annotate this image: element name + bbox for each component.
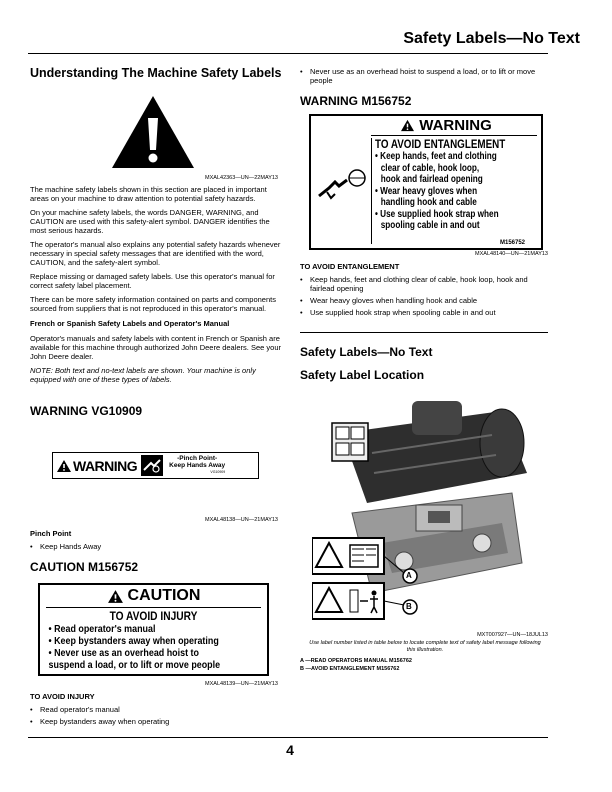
label-subheading: TO AVOID ENTANGLEMENT [375, 137, 506, 151]
section-heading: WARNING M156752 [300, 94, 412, 108]
section-heading: Understanding The Machine Safety Labels [30, 66, 282, 80]
section-heading: CAUTION M156752 [30, 560, 139, 574]
entanglement-icon [317, 168, 371, 204]
sub-heading: French or Spanish Safety Labels and Operator's Manual [30, 319, 230, 328]
label-line: -Pinch Point- [177, 455, 218, 462]
caution-m156752-label [38, 583, 269, 676]
label-line: • Use supplied hook strap when [375, 208, 499, 220]
figure-caption: MXAL48140—UN—21MAY13 [475, 251, 548, 257]
list-item: • Wear heavy gloves when handling hook and cable [300, 296, 550, 305]
label-line: clear of cable, hook loop, [380, 162, 480, 174]
note: NOTE: Both text and no-text labels are shown. Your machine is only equipped with one of these types of labels. [30, 366, 256, 384]
safety-alert-icon [56, 459, 72, 473]
label-word: WARNING [73, 457, 138, 474]
figure-note: Use label number listed in table below to locate complete text of safety label message following this illustration. [309, 640, 541, 653]
list-item: • Keep hands, feet and clothing clear of cable, hook loop, hook and fairlead opening [300, 275, 550, 293]
bullet-list [300, 67, 552, 88]
footer-rule [28, 737, 548, 738]
section-heading: WARNING VG10909 [30, 404, 143, 418]
figure-legend [300, 658, 412, 673]
page-number: 4 [286, 742, 294, 758]
label-line: spooling cable in and out [380, 220, 480, 231]
label-word: CAUTION [127, 587, 201, 604]
sub-heading: TO AVOID ENTANGLEMENT [300, 262, 400, 271]
list-item: • Use supplied hook strap when spooling cable in and out [300, 308, 550, 317]
legend-item: A —READ OPERATORS MANUAL M156762 [300, 658, 412, 664]
safety-alert-icon [400, 119, 415, 132]
callout-b: B [406, 602, 412, 611]
pinch-point-icon [141, 455, 163, 476]
label-line: handling hook and cable [380, 197, 477, 208]
list-item: • Read operator's manual [30, 705, 280, 714]
safety-alert-icon [110, 94, 196, 170]
section-rule [300, 332, 548, 333]
label-code: VG10909 [210, 470, 226, 474]
label-subheading: TO AVOID INJURY [109, 609, 198, 623]
label-code: M156752 [500, 240, 526, 246]
label-line: Keep Hands Away [169, 462, 226, 469]
warning-vg10909-label [52, 452, 259, 479]
paragraph: The operator's manual also explains any potential safety hazards whenever necessary in special safety messages that are identified with the word, CAUTION, and the safety-alert symbol. [30, 240, 281, 267]
bullet-list [30, 542, 280, 554]
intro-text [30, 185, 282, 384]
warning-m156752-label [309, 114, 543, 250]
bullet-list [300, 275, 550, 320]
label-line: • Read operator's manual [48, 623, 156, 635]
paragraph: The machine safety labels shown in this section are placed in important areas on your machine to draw attention to potential safety hazards. [30, 185, 267, 203]
list-item: • Never use as an overhead hoist to suspend a load, or to lift or move people [300, 67, 552, 85]
label-line: • Wear heavy gloves when [375, 185, 478, 197]
list-item: • Keep Hands Away [30, 542, 280, 551]
figure-caption: MXAL42363—UN—22MAY13 [205, 175, 278, 181]
label-line: hook and fairlead opening [380, 174, 483, 185]
header-rule [28, 53, 548, 54]
section-heading: Safety Labels—No Text [300, 345, 433, 359]
figure-caption: MXAL48138—UN—21MAY13 [205, 517, 278, 523]
paragraph: Replace missing or damaged safety labels. Use this operator's manual for correct safety label placement. [30, 272, 275, 290]
section-heading: Safety Label Location [300, 368, 425, 382]
paragraph: On your machine safety labels, the words DANGER, WARNING, and CAUTION are used with this safety-alert symbol. DANGER identifies the most serious hazards. [30, 208, 270, 235]
label-divider [371, 138, 372, 244]
bullet-list [30, 705, 280, 729]
figure-caption: MXAL48139—UN—21MAY13 [205, 681, 278, 687]
callout-a: A [406, 571, 412, 580]
winch-illustration [312, 393, 548, 627]
legend-item: B —AVOID ENTANGLEMENT M156762 [300, 665, 400, 672]
list-item: • Keep bystanders away when operating [30, 717, 280, 726]
label-line: • Keep bystanders away when operating [48, 635, 219, 647]
safety-alert-icon [107, 589, 124, 604]
sub-heading: Pinch Point [30, 529, 72, 538]
paragraph: Operator's manuals and safety labels with content in French or Spanish are available for this machine through authorized John Deere dealers. See your John Deere dealer. [30, 334, 281, 361]
label-line: • Keep hands, feet and clothing [375, 151, 497, 162]
label-word: WARNING [419, 117, 492, 134]
figure-caption: MXT007927—UN—18JUL13 [477, 632, 548, 638]
paragraph: There can be more safety information contained on parts and components sourced from suppliers that is not reproduced in this operator's manual. [30, 295, 276, 313]
sub-heading: TO AVOID INJURY [30, 692, 95, 701]
page-title: Safety Labels—No Text [403, 30, 580, 47]
label-line: • Never use as an overhead hoist to [48, 647, 199, 659]
label-line: suspend a load, or to lift or move people [48, 659, 221, 671]
